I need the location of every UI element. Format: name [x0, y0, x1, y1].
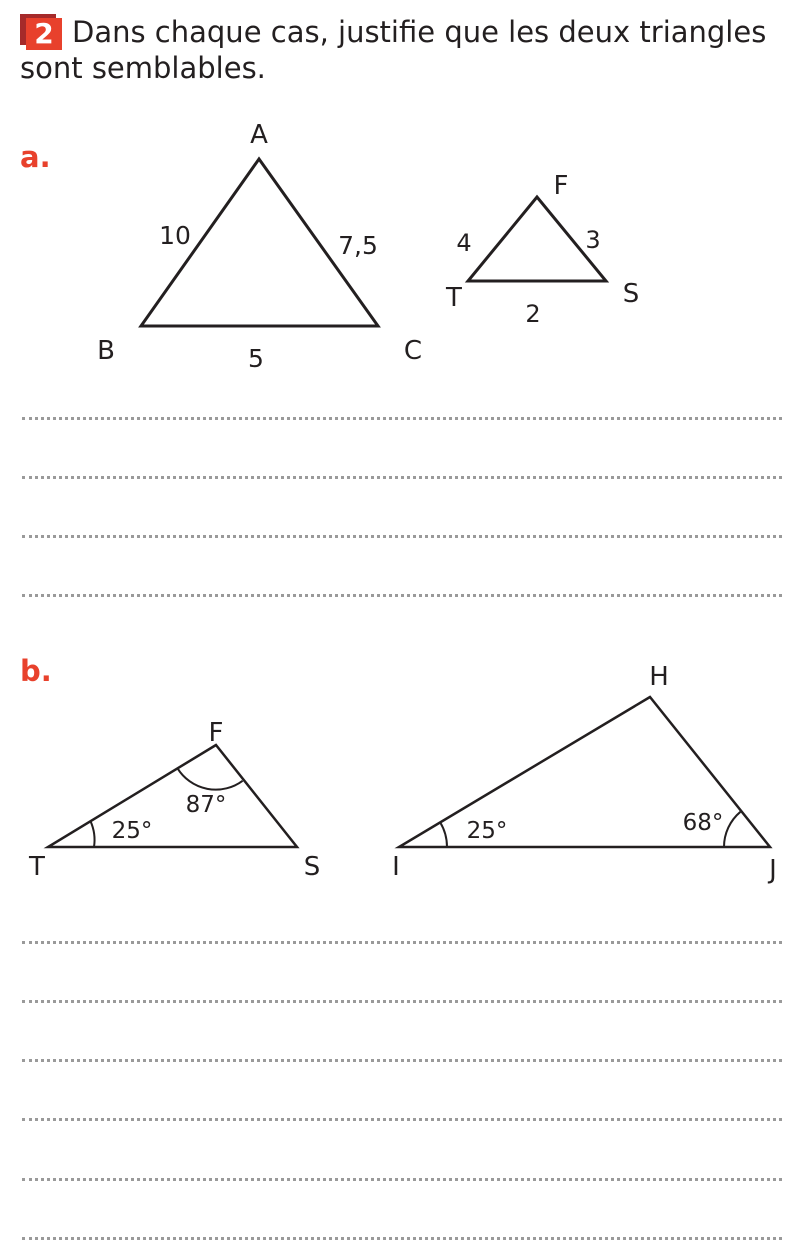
answer-line-b-1[interactable]: [22, 941, 782, 944]
answer-line-b-4[interactable]: [22, 1118, 782, 1121]
angle-i-arc: [440, 822, 447, 847]
side-ft-length: 4: [456, 229, 472, 257]
part-b-label: b.: [20, 654, 52, 688]
angle-j-arc: [724, 812, 740, 847]
angle-j-value: 68°: [682, 810, 724, 836]
side-fs-length: 3: [585, 226, 601, 254]
vertex-a: A: [250, 120, 268, 150]
answer-line-a-3[interactable]: [22, 535, 782, 538]
answer-line-b-3[interactable]: [22, 1059, 782, 1062]
triangle-fts-b-shape: [48, 745, 297, 847]
vertex-f-a: F: [553, 171, 569, 201]
triangle-hij: [392, 662, 777, 885]
answer-line-b-6[interactable]: [22, 1237, 782, 1240]
vertex-i: I: [392, 852, 400, 882]
vertex-s-a: S: [622, 279, 640, 309]
angle-f-arc: [178, 768, 243, 789]
side-ts-length: 2: [525, 300, 541, 328]
vertex-b: B: [97, 336, 115, 366]
answer-line-b-2[interactable]: [22, 1000, 782, 1003]
angle-t-arc: [91, 821, 95, 847]
side-ac-length: 7,5: [338, 231, 378, 260]
part-a-label: a.: [20, 140, 51, 174]
vertex-t-a: T: [446, 283, 462, 313]
vertex-j: J: [769, 855, 777, 885]
answer-line-a-1[interactable]: [22, 417, 782, 420]
angle-f-value: 87°: [185, 792, 227, 818]
vertex-t-b: T: [29, 852, 45, 882]
answer-line-a-4[interactable]: [22, 594, 782, 597]
side-ab-length: 10: [159, 221, 191, 250]
side-bc-length: 5: [248, 344, 264, 373]
vertex-c: C: [403, 336, 423, 366]
triangle-abc: [97, 120, 422, 373]
triangle-fts-b: [28, 718, 320, 882]
exercise-number: 2: [26, 18, 62, 50]
vertex-f-b: F: [208, 718, 224, 748]
angle-i-value: 25°: [466, 818, 508, 844]
triangle-fts-a: [445, 171, 639, 328]
angle-t-value: 25°: [111, 818, 153, 844]
exercise-statement: Dans chaque cas, justifie que les deux triangles sont semblables.: [20, 15, 767, 85]
answer-line-a-2[interactable]: [22, 476, 782, 479]
vertex-s-b: S: [303, 852, 321, 882]
vertex-h: H: [649, 662, 669, 692]
answer-line-b-5[interactable]: [22, 1178, 782, 1181]
